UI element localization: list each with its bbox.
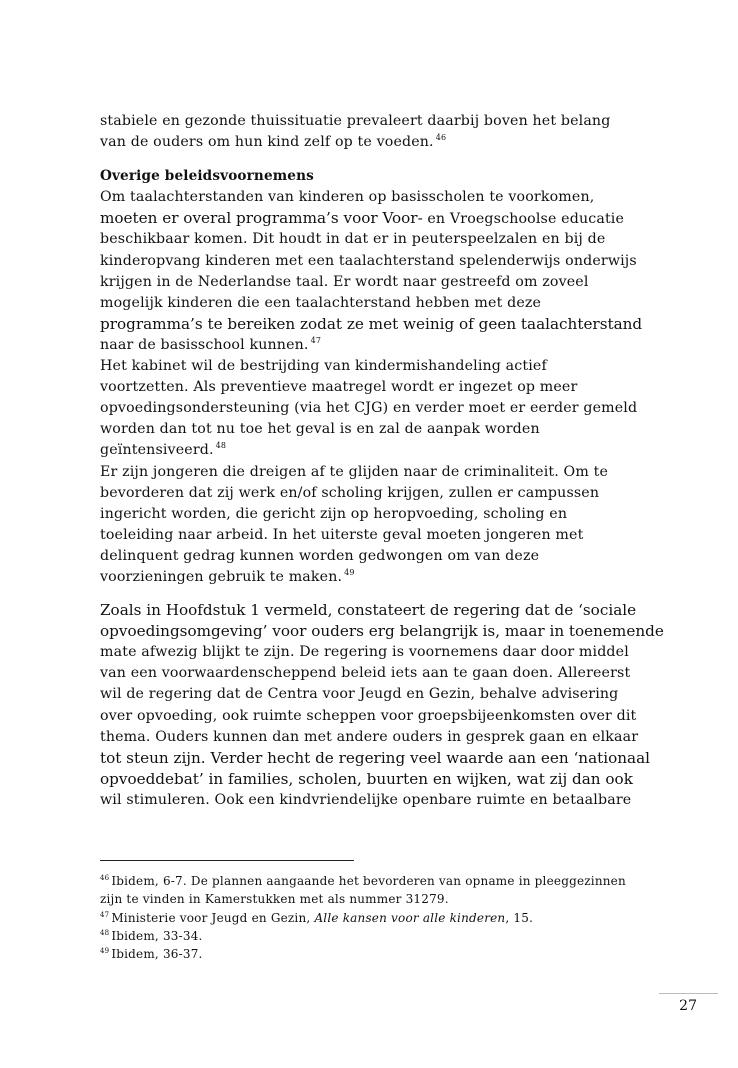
footnote-ref-47[interactable]: 47 [310,335,322,345]
text-line: mogelijk kinderen die een taalachterstand hebben met deze [100,294,542,311]
text-line: kinderopvang kinderen met een taalachterstand spelenderwijs onderwijs [100,252,637,269]
text-line: opvoedingsondersteuning (via het CJG) en verder moet er eerder gemeld [100,400,638,417]
text-span: moeten er overal programma’s voor Voor- [100,209,423,228]
footnote-number: 46 [100,874,110,882]
text-span: voorzieningen gebruik te maken. [100,568,343,585]
footnote-number: 47 [100,910,110,919]
text-line: worden dan tot nu toe het geval is en zal de aanpak worden [100,421,540,438]
footnote-47 [100,909,660,927]
footnote-ref-46[interactable]: 46 [435,133,447,143]
text-line: mate afwezig blijkt te zijn. De regering is voornemens daar door middel [100,644,629,661]
footnote-text: Ministerie voor Jeugd en Gezin, [111,910,315,925]
text-line: wil de regering dat de Centra voor Jeugd en Gezin, behalve advisering [100,686,619,703]
text-line [100,208,640,229]
body-text [100,111,664,811]
footnote-number: 48 [100,928,110,937]
text-line: Om taalachterstanden van kinderen op basisscholen te voorkomen, [100,189,595,206]
footnote-49 [100,945,660,963]
text-line: krijgen in de Nederlandse taal. Er wordt naar gestreefd om zoveel [100,273,589,290]
text-line: opvoedingsomgeving’ voor ouders erg belangrijk is, maar in toenemende [100,622,664,641]
text-span: en Vroegschoolse educatie [427,211,625,228]
text-line [100,335,640,356]
text-line: ingericht worden, die gericht zijn op heropvoeding, scholing en [100,505,568,522]
footnotes [100,872,660,963]
footnote-number: 49 [100,947,110,956]
text-line [100,440,640,461]
footnote-ref-49[interactable]: 49 [344,567,355,577]
text-line: Het kabinet wil de bestrijding van kindermishandeling actief [100,358,547,375]
text-line: toeleiding naar arbeid. In het uiterste geval moeten jongeren met [100,526,584,543]
text-line: opvoeddebat’ in families, scholen, buurten en wijken, wat zij dan ook [100,769,633,788]
paragraph-1 [100,111,640,153]
text-line: bevorderen dat zij werk en/of scholing krijgen, zullen er campussen [100,484,600,501]
footnote-separator [100,860,354,861]
text-line: programma’s te bereiken zodat ze met weinig of geen taalachterstand [100,314,643,333]
text-line: over opvoeding, ook ruimte scheppen voor groepsbijeenkomsten over dit [100,707,637,724]
page-number: 27 [679,998,697,1014]
text-span: naar de basisschool kunnen. [100,336,309,353]
section-heading: Overige beleidsvoornemens [100,168,314,185]
footnote-text: Ibidem, 33-34. [111,928,203,943]
footnote-text: , 15. [505,910,534,925]
paragraph-4 [100,462,640,589]
paragraph-gap [100,588,640,600]
text-span: van de ouders om hun kind zelf op te voeden. [100,134,434,151]
text-line: delinquent gedrag kunnen worden gedwongen om van deze [100,547,540,564]
footnote-text: Ibidem, 36-37. [111,947,203,962]
paragraph-2 [100,187,643,356]
text-line: tot steun zijn. Verder hecht de regering veel waarde aan een ‘nationaal [100,748,650,767]
text-line [100,567,640,588]
text-line: voortzetten. Als preventieve maatregel wordt er ingezet op meer [100,379,578,396]
page-number-rule [659,993,718,994]
text-line: beschikbaar komen. Dit houdt in dat er in peuterspeelzalen en bij de [100,231,606,248]
text-line: stabiele en gezonde thuissituatie prevaleert daarbij boven het belang [100,113,611,129]
text-line [100,132,640,153]
text-line: Zoals in Hoofdstuk 1 vermeld, constateert de regering dat de ‘sociale [100,601,637,620]
footnote-46-continued: zijn te vinden in Kamerstukken met als nummer 31279. [100,892,449,907]
footnote-title-italic: Alle kansen voor alle kinderen [314,910,506,925]
paragraph-5 [100,600,664,811]
footnote-46 [100,872,660,890]
text-span: geïntensiveerd. [100,442,214,459]
footnote-ref-48[interactable]: 48 [215,441,227,451]
text-line: Er zijn jongeren die dreigen af te glijden naar de criminaliteit. Om te [100,463,609,480]
text-line: wil stimuleren. Ook een kindvriendelijke openbare ruimte en betaalbare [100,791,632,808]
paragraph-3 [100,356,640,461]
text-line: thema. Ouders kunnen dan met andere ouders in gesprek gaan en elkaar [100,728,639,745]
text-line: van een voorwaardenscheppend beleid iets aan te gaan doen. Allereerst [100,665,631,682]
paragraph-gap [100,153,640,166]
footnote-text: Ibidem, 6-7. De plannen aangaande het bevorderen van opname in pleeggezinnen [111,874,626,888]
footnote-48 [100,927,660,945]
